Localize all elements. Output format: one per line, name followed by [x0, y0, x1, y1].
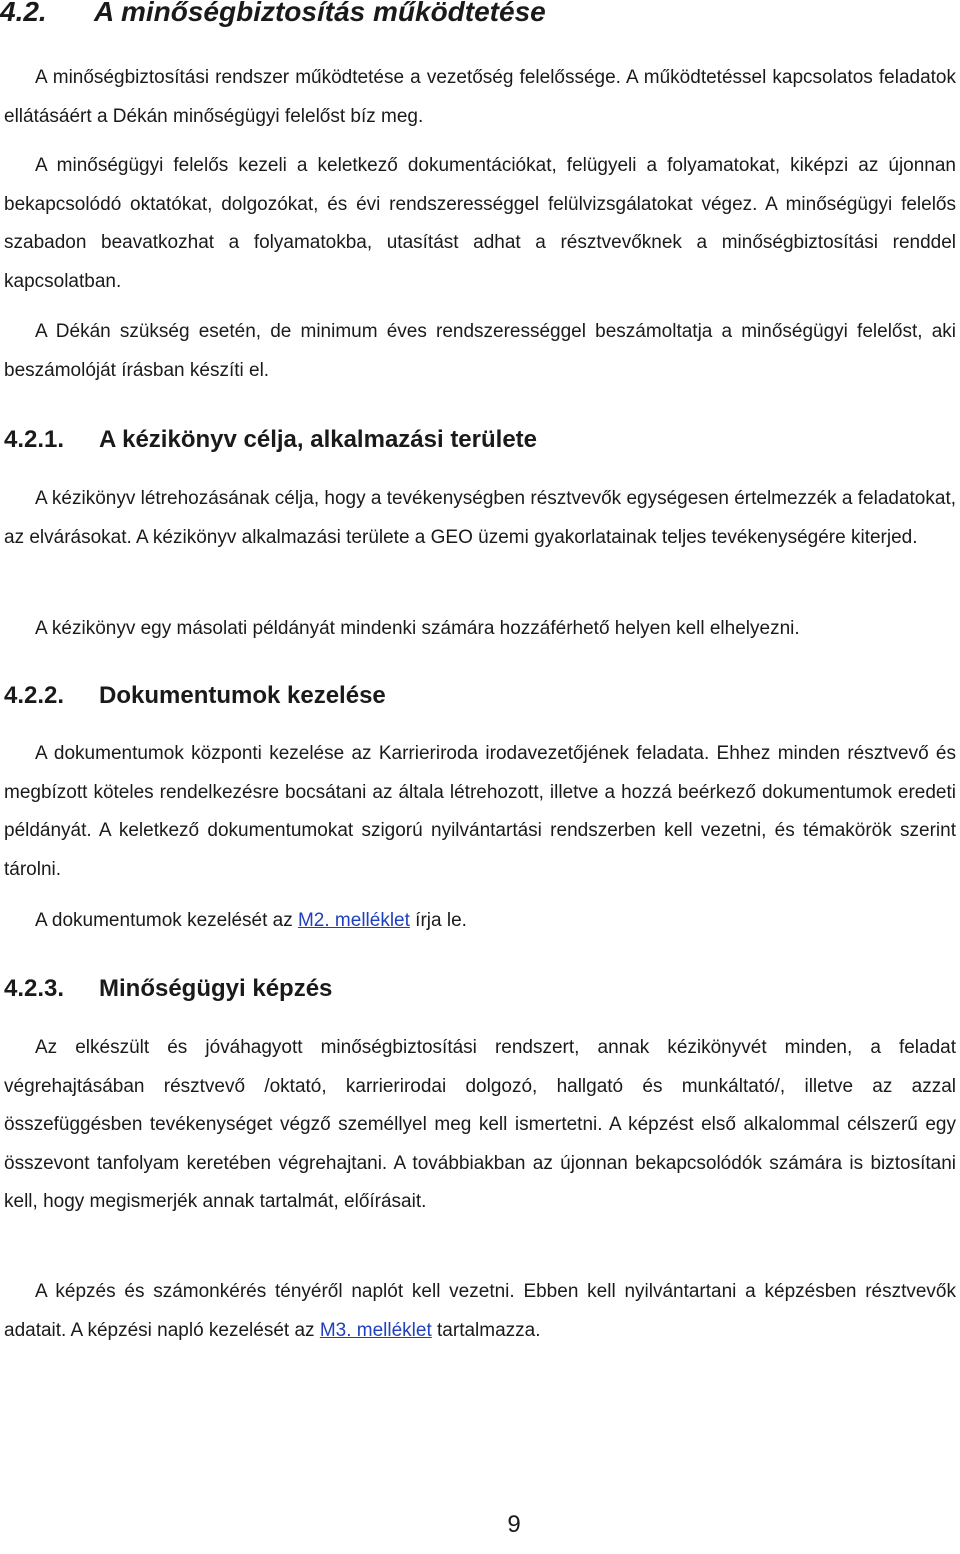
paragraph-training-log-reference: [4, 1273, 956, 1350]
reference-text-after: tartalmazza.: [431, 1319, 541, 1341]
paragraph-document-handling-reference: [4, 902, 956, 941]
reference-text-before: A dokumentumok kezelését az: [35, 910, 298, 931]
subsection-heading-manual-purpose: [4, 425, 537, 455]
subsection-number: 4.2.1.: [4, 426, 65, 453]
subsection-title: Minőségügyi képzés: [99, 975, 333, 1002]
section-number: 4.2.: [0, 0, 47, 27]
paragraph-quality-officer-duties: A minőségügyi felelős kezeli a keletkező dokumentációkat, felügyeli a folyamatokat, kiképzi az újonnan bekapcsolódó oktatókat, dolgozókat, és évi rendszerességgel felülvizsgálatokat végez. A minőségügyi felelős szabadon beavatkozhat a folyamatokba, utasítást adhat a résztvevőknek a minőségbiztosítási renddel kapcsolatban.: [4, 155, 956, 292]
subsection-number: 4.2.3.: [4, 975, 65, 1002]
paragraph-quality-training: Az elkészült és jóváhagyott minőségbiztosítási rendszert, annak kézikönyvét minden, a feladat végrehajtásában résztvevő /oktató, karrierirodai dolgozó, hallgató és munkáltató/, illetve az azzal összefüggésben tevékenységet végző személlyel meg kell ismertetni. A képzést első alkalommal célszerű egy összevont tanfolyam keretében végrehajtani. A továbbiakban az újonnan bekapcsolódók számára is biztosítani kell, hogy megismerjék annak tartalmát, előírásait.: [4, 1037, 956, 1212]
annex-m2-link[interactable]: M2. melléklet: [297, 910, 410, 931]
paragraph-manual-copy: A kézikönyv egy másolati példányát mindenki számára hozzáférhető helyen kell elhelyezni.: [35, 618, 800, 639]
section-heading: [0, 0, 546, 30]
reference-text-after: írja le.: [409, 910, 467, 931]
paragraph-dean-reporting: A Dékán szükség esetén, de minimum éves rendszerességgel beszámoltatja a minőségügyi felelőst, aki beszámolóját írásban készíti el.: [4, 321, 956, 381]
reference-text-before: A képzés és számonkérés tényéről naplót kell vezetni. Ebben kell nyilvántartani a képzésben résztvevők adatait. A képzési napló kezelését az: [4, 1281, 956, 1341]
section-title: A minőségbiztosítás működtetése: [94, 0, 546, 27]
subsection-title: A kézikönyv célja, alkalmazási területe: [99, 426, 538, 453]
paragraph-manual-purpose: A kézikönyv létrehozásának célja, hogy a tevékenységben résztvevők egységesen értelmezzék a feladatokat, az elvárásokat. A kézikönyv alkalmazási területe a GEO üzemi gyakorlatainak teljes tevékenységére kiterjed.: [4, 488, 956, 548]
subsection-title: Dokumentumok kezelése: [99, 682, 386, 709]
subsection-heading-quality-training: [4, 974, 332, 1004]
paragraph-document-handling: A dokumentumok központi kezelése az Karrieriroda irodavezetőjének feladata. Ehhez minden résztvevő és megbízott köteles rendelkezésre bocsátani az általa létrehozott, illetve a hozzá beérkező dokumentumok eredeti példányát. A keletkező dokumentumokat szigorú nyilvántartási rendszerben kell vezetni, és témakörök szerint tárolni.: [4, 743, 956, 880]
subsection-heading-document-handling: [4, 681, 386, 711]
annex-m3-link[interactable]: M3. melléklet: [319, 1319, 432, 1341]
subsection-number: 4.2.2.: [4, 682, 65, 709]
page-number: 9: [507, 1511, 521, 1538]
paragraph-operation-responsibility: A minőségbiztosítási rendszer működtetése a vezetőség felelőssége. A működtetéssel kapcsolatos feladatok ellátásáért a Dékán minőségügyi felelőst bíz meg.: [4, 67, 956, 127]
